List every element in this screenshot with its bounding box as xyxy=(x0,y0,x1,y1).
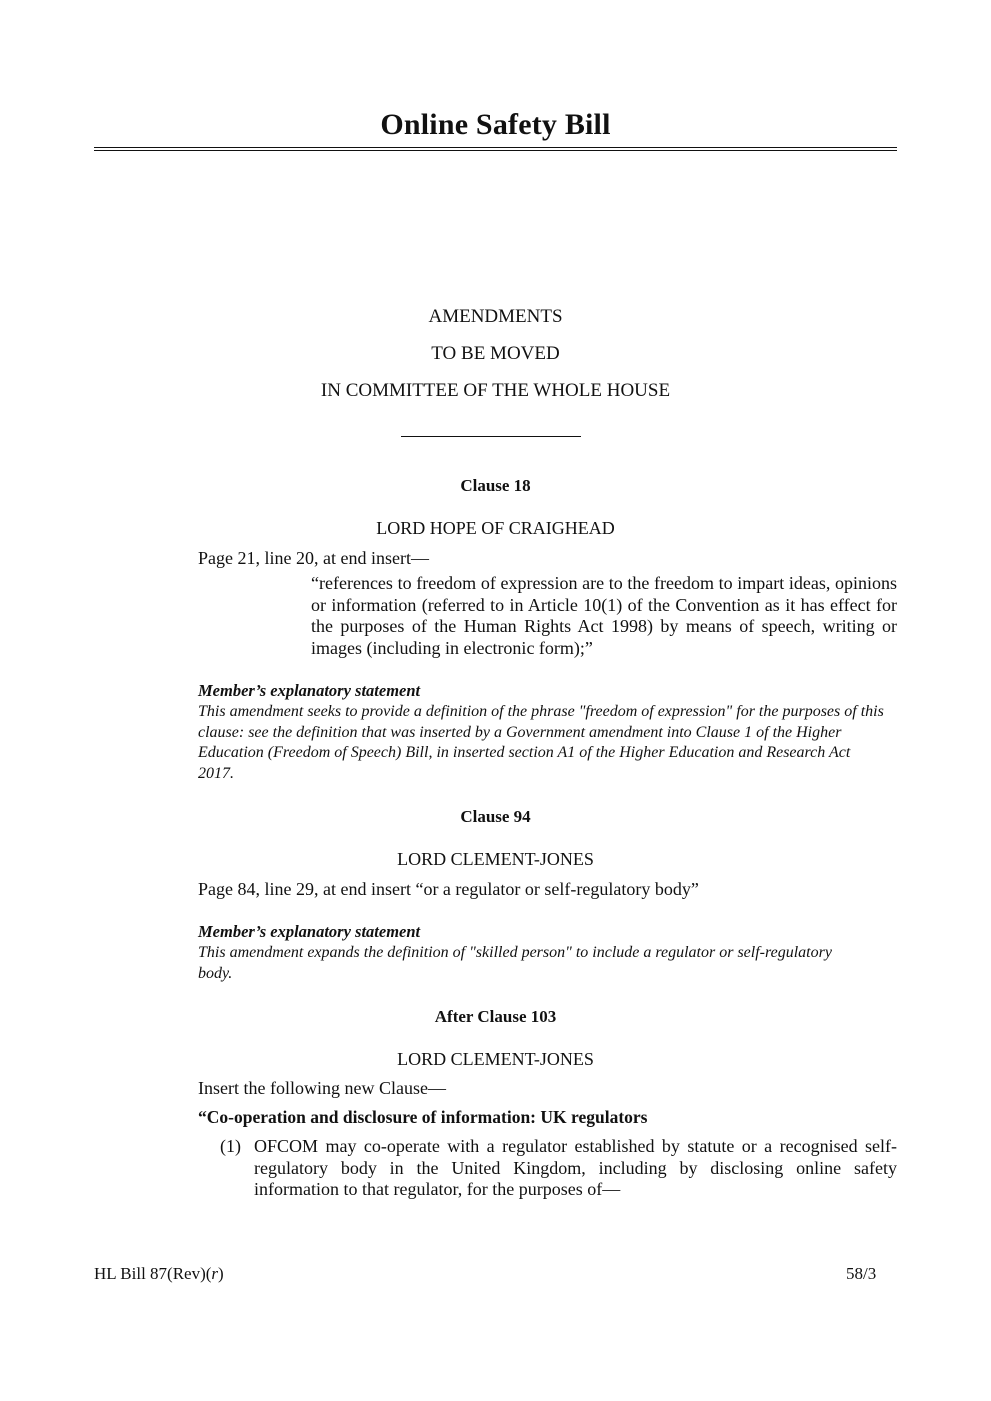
amendment-instruction: Insert the following new Clause— xyxy=(198,1078,446,1098)
new-clause-title: “Co-operation and disclosure of information: UK regulators xyxy=(198,1107,648,1127)
amendment-instruction: Page 84, line 29, at end insert “or a regulator or self-regulatory body” xyxy=(198,879,699,899)
clause-heading: Clause 94 xyxy=(460,807,531,826)
clause-heading: After Clause 103 xyxy=(434,1007,557,1026)
heading-to-be-moved: TO BE MOVED xyxy=(431,343,560,364)
explanatory-statement: This amendment expands the definition of "skilled person" to include a regulator or self-regulatory body. xyxy=(198,944,832,982)
explanatory-statement: This amendment seeks to provide a definition of the phrase "freedom of expression" for the purposes of this clause: see the definition that was inserted by a Government amendment into Clause 1 of the Higher Education (Freedom of Speech) Bill, in inserted section A1 of the Higher Education and Research Act 2017. xyxy=(198,703,884,782)
clause-heading: Clause 18 xyxy=(460,476,531,495)
subsection-text: OFCOM may co-operate with a regulator established by statute or a recognised self-regulatory body in the United Kingdom, including by disclosing online safety information to that regulator, for the purposes of— xyxy=(254,1136,897,1199)
explanatory-statement-heading: Member’s explanatory statement xyxy=(198,681,421,700)
bill-title: Online Safety Bill xyxy=(380,108,611,141)
title-double-rule xyxy=(94,147,897,151)
member-name: LORD HOPE OF CRAIGHEAD xyxy=(376,518,615,538)
inserted-text: “references to freedom of expression are to the freedom to impart ideas, opinions or information (referred to in Article 10(1) of the Convention as it has effect for the purposes of the Human Rights Act 1998) by means of speech, writing or images (including in electronic form);” xyxy=(311,573,897,658)
explanatory-statement-heading: Member’s explanatory statement xyxy=(198,922,421,941)
heading-divider xyxy=(401,436,581,437)
bill-reference: HL Bill 87(Rev)(r) xyxy=(94,1264,224,1283)
heading-amendments: AMENDMENTS xyxy=(428,306,563,327)
subsection-number: (1) xyxy=(220,1136,241,1156)
amendment-instruction: Page 21, line 20, at end insert— xyxy=(198,548,429,568)
member-name: LORD CLEMENT-JONES xyxy=(397,1049,594,1069)
page-reference: 58/3 xyxy=(846,1264,877,1283)
member-name: LORD CLEMENT-JONES xyxy=(397,849,594,869)
subsection xyxy=(220,1136,897,1201)
heading-committee: IN COMMITTEE OF THE WHOLE HOUSE xyxy=(320,380,671,401)
